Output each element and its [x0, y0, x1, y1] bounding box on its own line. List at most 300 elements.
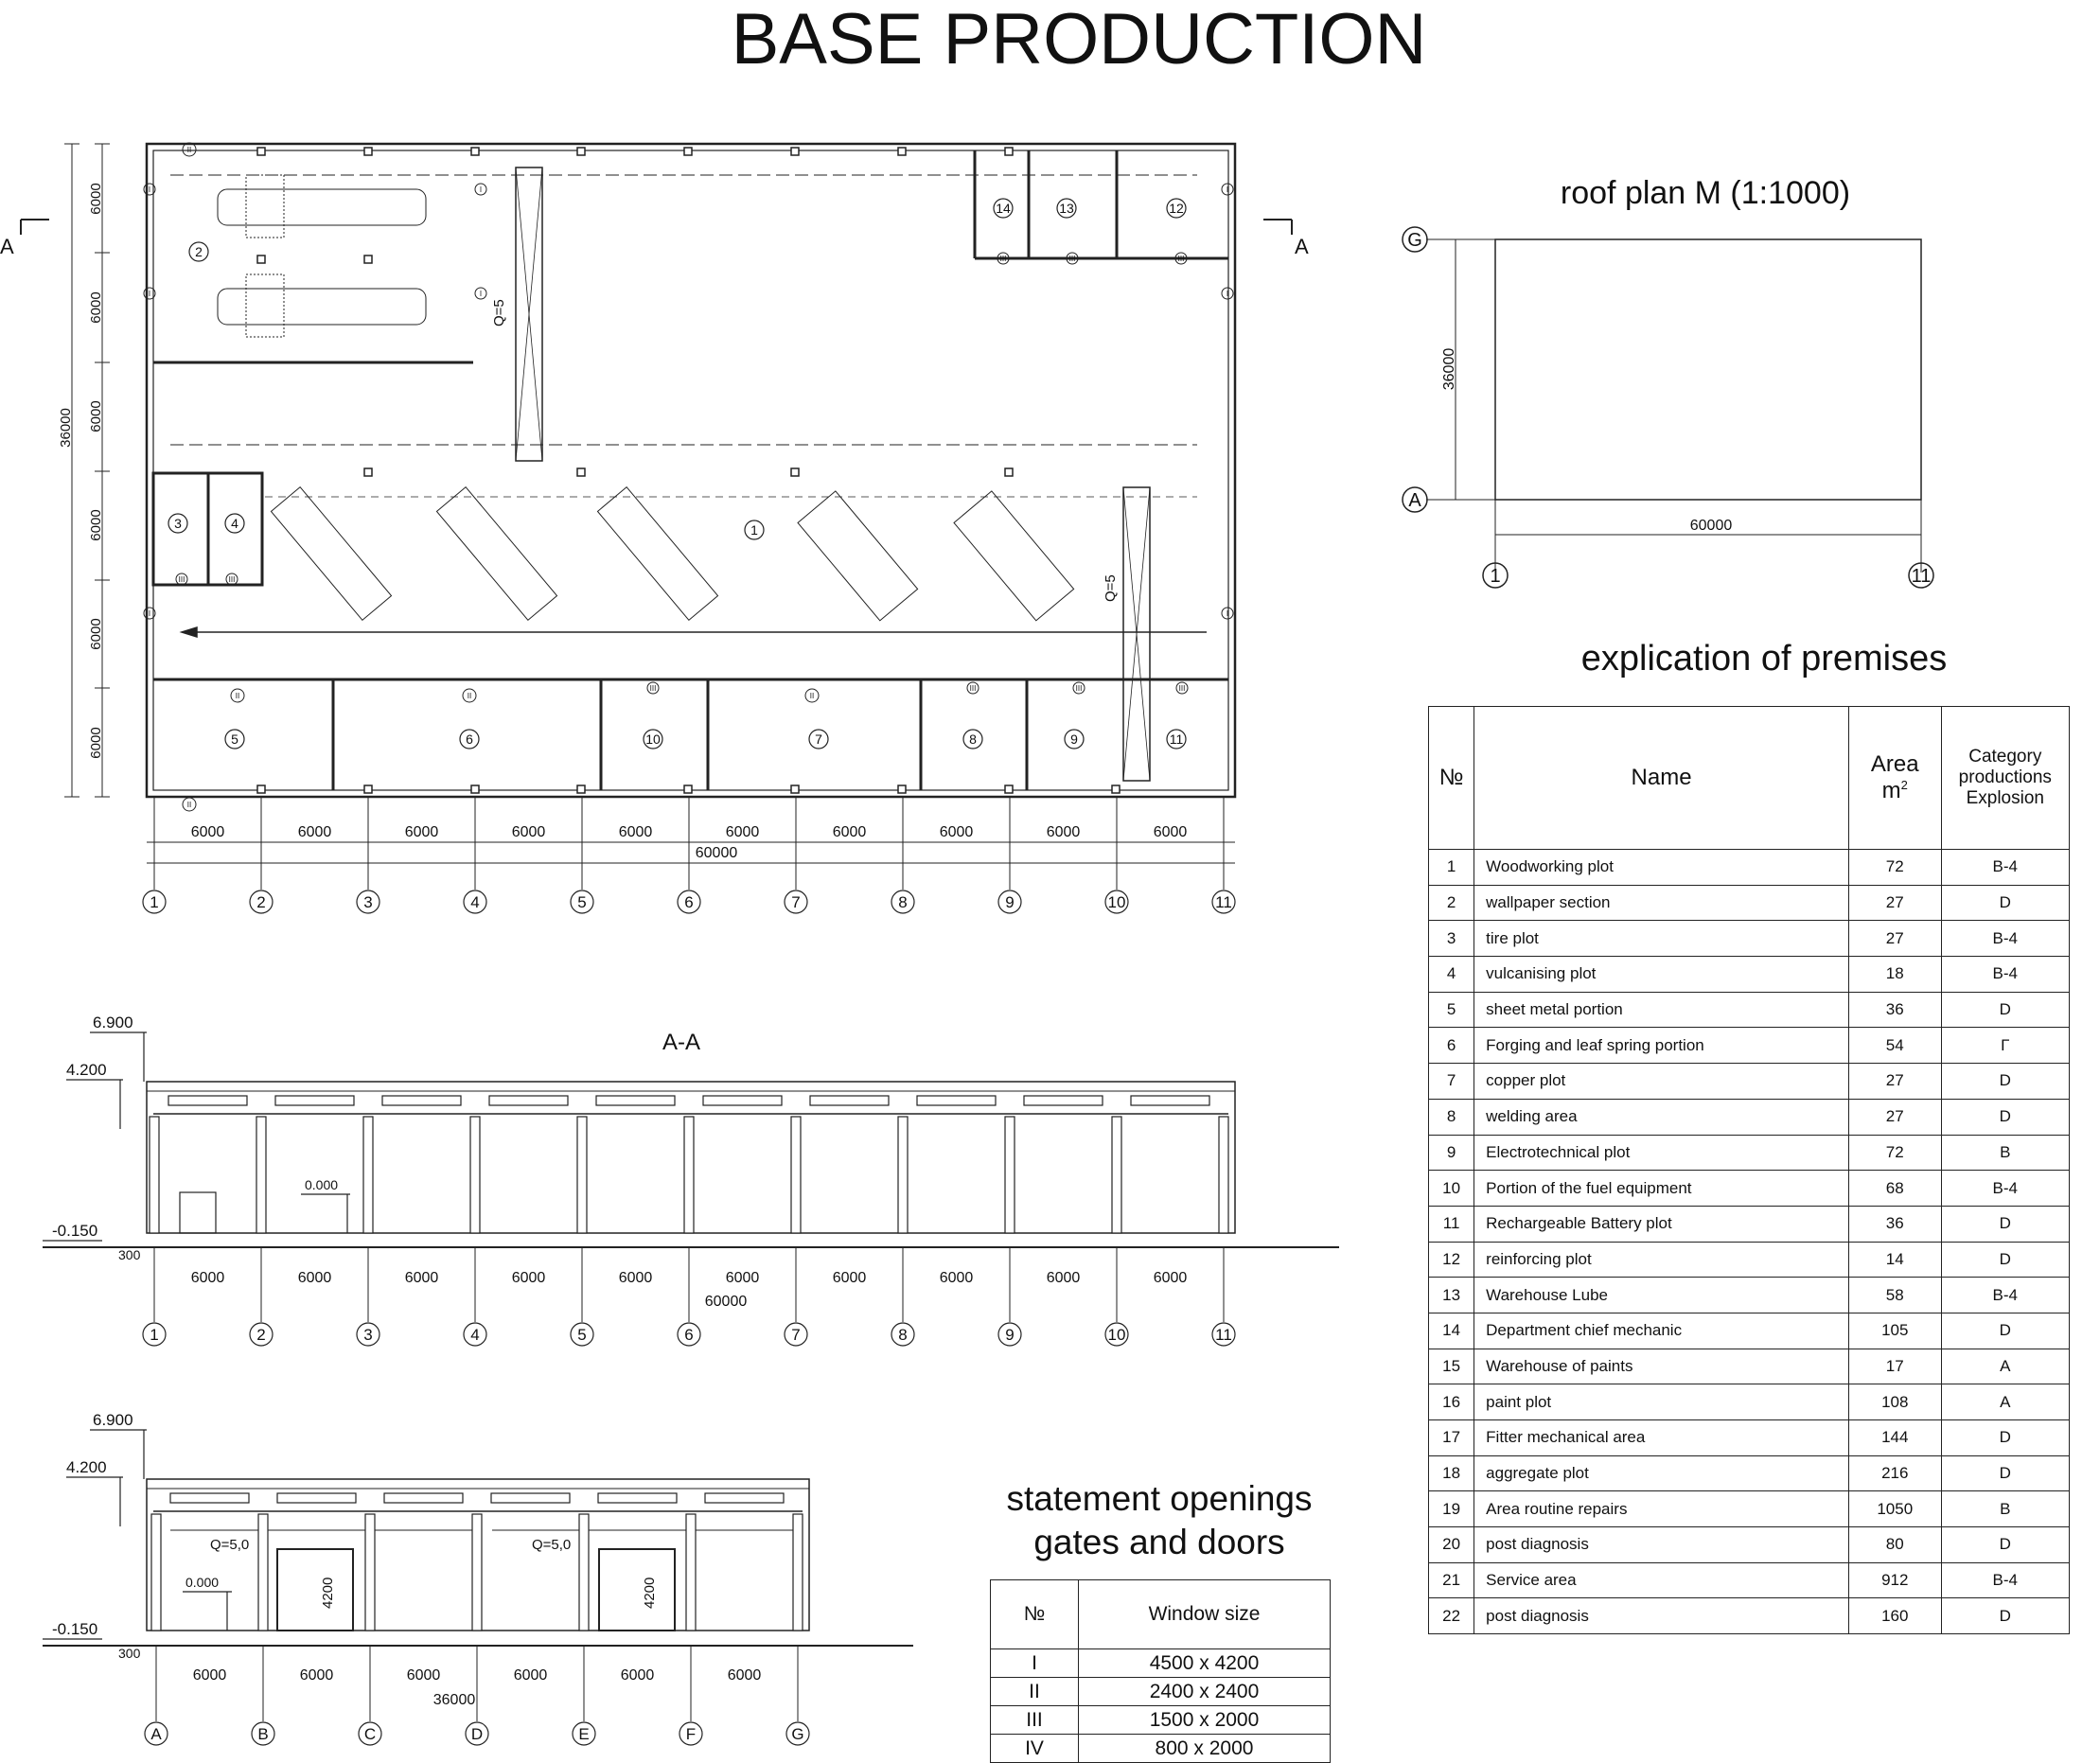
- cell-no: 18: [1429, 1455, 1474, 1491]
- dim-total: 60000: [704, 1294, 748, 1310]
- elevation-label: 4.200: [66, 1061, 107, 1079]
- cell-name: Warehouse of paints: [1474, 1349, 1849, 1384]
- column: [577, 1117, 587, 1233]
- dim-label: 6000: [404, 824, 439, 840]
- table-row: [1429, 1527, 2070, 1563]
- section-columns: [150, 1096, 1228, 1233]
- skylight: [598, 1493, 677, 1503]
- column: [684, 1117, 694, 1233]
- skylight: [170, 1493, 249, 1503]
- cell-category: A: [1941, 1384, 2069, 1420]
- section-mark: [21, 220, 1292, 235]
- cell-category: D: [1941, 1099, 2069, 1135]
- door-mark: II: [186, 146, 192, 154]
- section-letter: A: [0, 235, 14, 258]
- cell-name: copper plot: [1474, 1064, 1849, 1100]
- column: [365, 1514, 375, 1631]
- axis-label: 11: [1911, 566, 1932, 587]
- axis-label: 10: [1107, 893, 1126, 911]
- door-mark: I: [1226, 185, 1229, 194]
- table-row: [991, 1678, 1331, 1706]
- cell-category: B-4: [1941, 850, 2069, 886]
- cell-name: Fitter mechanical area: [1474, 1420, 1849, 1456]
- cell-name: Rechargeable Battery plot: [1474, 1206, 1849, 1242]
- cell-name: reinforcing plot: [1474, 1242, 1849, 1278]
- skylight: [705, 1493, 784, 1503]
- arrow-head: [182, 627, 197, 637]
- door-mark: I: [148, 609, 151, 618]
- category-line: Explosion: [1966, 788, 2044, 808]
- plan-outer-wall: [147, 144, 1235, 797]
- skylight: [596, 1096, 675, 1105]
- axis-label: 5: [577, 893, 587, 911]
- cell-area: 18: [1848, 957, 1941, 993]
- table-row: [1429, 957, 2070, 993]
- column-markers: [257, 148, 1120, 793]
- cell-category: D: [1941, 1598, 2069, 1634]
- axis-label: A: [1408, 490, 1421, 511]
- cell-no: 6: [1429, 1028, 1474, 1064]
- cell-no: 15: [1429, 1349, 1474, 1384]
- crane-label: Q=5,0: [210, 1537, 250, 1553]
- dim-label: 6000: [88, 183, 104, 215]
- door-mark: III: [178, 575, 185, 584]
- dim-total: 60000: [695, 845, 738, 861]
- dim-label: 36000: [58, 408, 74, 448]
- cell-category: D: [1941, 1064, 2069, 1100]
- door-mark: I: [1226, 609, 1229, 618]
- column: [1005, 1117, 1015, 1233]
- cell-name: Area routine repairs: [1474, 1491, 1849, 1527]
- column: [470, 1117, 480, 1233]
- dim-label: 6000: [939, 1270, 974, 1286]
- service-vehicles: [271, 487, 1073, 621]
- axis-label: C: [363, 1725, 377, 1743]
- col-header-size: Window size: [1079, 1580, 1331, 1649]
- skylight: [277, 1493, 356, 1503]
- cell-category: A: [1941, 1349, 2069, 1384]
- dim-label: 6000: [88, 291, 104, 324]
- door-mark: III: [1177, 255, 1185, 263]
- room-label: 5: [231, 732, 238, 747]
- door-mark: II: [809, 692, 815, 700]
- axis-label: 2: [256, 1326, 266, 1344]
- room-label: 1: [750, 522, 758, 538]
- dim-label: 60000: [1689, 518, 1733, 534]
- cell-no: 1: [1429, 850, 1474, 886]
- dim-label: 4200: [320, 1577, 336, 1609]
- axis-label: B: [257, 1725, 269, 1743]
- cell-no: 13: [1429, 1278, 1474, 1313]
- plan-bottom-dims: [147, 842, 1235, 863]
- elevation-label: -0.150: [52, 1222, 98, 1240]
- axis-label: 9: [1005, 893, 1015, 911]
- axis-label: 8: [898, 893, 908, 911]
- skylight: [810, 1096, 889, 1105]
- cell-no: 20: [1429, 1527, 1474, 1563]
- axis-label: 6: [684, 893, 694, 911]
- dim-label: 6000: [88, 727, 104, 759]
- cell-category: B: [1941, 1491, 2069, 1527]
- page-title: BASE PRODUCTION: [731, 0, 1427, 79]
- room-label: 8: [969, 732, 977, 747]
- cell-category: D: [1941, 885, 2069, 921]
- openings-table: [990, 1579, 1331, 1763]
- cell-area: 27: [1848, 885, 1941, 921]
- cell-area: 108: [1848, 1384, 1941, 1420]
- cell-category: D: [1941, 1455, 2069, 1491]
- cell-category: D: [1941, 1206, 2069, 1242]
- cell-category: B-4: [1941, 1171, 2069, 1207]
- cell-name: post diagnosis: [1474, 1527, 1849, 1563]
- elevation-label: -0.150: [52, 1620, 98, 1638]
- door-mark: I: [148, 185, 151, 194]
- table-row: [1429, 1242, 2070, 1278]
- dim-label: 36000: [1441, 347, 1457, 391]
- cell-area: 80: [1848, 1527, 1941, 1563]
- axis-label: F: [685, 1725, 697, 1743]
- cell-category: D: [1941, 1527, 2069, 1563]
- dim-label: 6000: [297, 1270, 332, 1286]
- cell-name: Department chief mechanic: [1474, 1313, 1849, 1349]
- cell-category: D: [1941, 1242, 2069, 1278]
- axis-label: 7: [791, 1326, 801, 1344]
- category-line: Category: [1968, 747, 2042, 767]
- col-header-category: [1941, 707, 2069, 850]
- dim-label: 6000: [620, 1667, 655, 1684]
- area-label: Area: [1870, 751, 1919, 777]
- cell-area: 160: [1848, 1598, 1941, 1634]
- table-row: [991, 1649, 1331, 1678]
- column: [363, 1117, 373, 1233]
- room-label: 12: [1169, 201, 1184, 216]
- room-label: 4: [231, 516, 238, 531]
- cell-area: 36: [1848, 992, 1941, 1028]
- dim-label: 6000: [88, 400, 104, 432]
- axis-label: E: [578, 1725, 590, 1743]
- column: [1112, 1117, 1121, 1233]
- dim-label: 6000: [725, 1270, 760, 1286]
- section-columns: [151, 1493, 803, 1631]
- cell-name: paint plot: [1474, 1384, 1849, 1420]
- cell-category: D: [1941, 992, 2069, 1028]
- column: [791, 1117, 801, 1233]
- cell-no: 21: [1429, 1562, 1474, 1598]
- door-mark: III: [1068, 255, 1076, 263]
- axis-label: 11: [1215, 1326, 1232, 1344]
- dim-label: 300: [118, 1646, 141, 1661]
- cell-size: 1500 x 2000: [1079, 1706, 1331, 1735]
- openings-title-line2: gates and doors: [1033, 1523, 1285, 1561]
- elevation-label: 0.000: [305, 1177, 339, 1192]
- col-header-no: №: [991, 1580, 1079, 1649]
- table-row: [1429, 1491, 2070, 1527]
- dim-label: 6000: [1046, 824, 1081, 840]
- col-header-name: Name: [1474, 707, 1849, 850]
- column: [898, 1117, 908, 1233]
- room-label: 14: [996, 201, 1011, 216]
- axis-label: 2: [256, 893, 266, 911]
- column: [256, 1117, 266, 1233]
- crane-label: Q=5: [491, 299, 507, 326]
- door-mark: II: [186, 801, 192, 809]
- column: [472, 1514, 482, 1631]
- dim-label: 6000: [404, 1270, 439, 1286]
- cell-no: 7: [1429, 1064, 1474, 1100]
- table-row: [1429, 1562, 2070, 1598]
- cell-area: 72: [1848, 1135, 1941, 1171]
- table-row: [1429, 1206, 2070, 1242]
- gate-opening: [599, 1549, 675, 1631]
- plan-left-dims: [64, 144, 110, 797]
- cell-no: II: [991, 1678, 1079, 1706]
- cell-name: Electrotechnical plot: [1474, 1135, 1849, 1171]
- axis-label: 11: [1215, 893, 1232, 911]
- dim-label: 6000: [618, 824, 653, 840]
- axis-label: 4: [470, 893, 480, 911]
- dim-label: 6000: [1153, 1270, 1188, 1286]
- cell-no: I: [991, 1649, 1079, 1678]
- roof-plan-title: roof plan M (1:1000): [1560, 175, 1851, 211]
- dim-label: 4200: [642, 1577, 658, 1609]
- door-mark: III: [1075, 684, 1083, 693]
- dim-label: 6000: [618, 1270, 653, 1286]
- axis-label: 6: [684, 1326, 694, 1344]
- cell-no: IV: [991, 1735, 1079, 1763]
- cell-category: B-4: [1941, 1562, 2069, 1598]
- table-row: [1429, 1420, 2070, 1456]
- door-marks: [144, 143, 1233, 811]
- section-letter: A: [1295, 235, 1309, 258]
- column: [686, 1514, 696, 1631]
- table-row: [1429, 1171, 2070, 1207]
- dim-label: 6000: [192, 1667, 227, 1684]
- table-row: [1429, 1313, 2070, 1349]
- area-unit: m: [1881, 778, 1901, 803]
- cell-no: 4: [1429, 957, 1474, 993]
- skylight: [1131, 1096, 1209, 1105]
- axis-label: 7: [791, 893, 801, 911]
- dim-label: 6000: [1153, 824, 1188, 840]
- room-label: 9: [1070, 732, 1078, 747]
- axis-label: 3: [363, 893, 373, 911]
- table-row: [991, 1706, 1331, 1735]
- cell-size: 2400 x 2400: [1079, 1678, 1331, 1706]
- dim-label: 6000: [511, 824, 546, 840]
- axis-label: 5: [577, 1326, 587, 1344]
- column: [151, 1514, 161, 1631]
- room-label: 13: [1059, 201, 1074, 216]
- table-row: [1429, 1064, 2070, 1100]
- cell-category: Г: [1941, 1028, 2069, 1064]
- cell-area: 58: [1848, 1278, 1941, 1313]
- cell-name: vulcanising plot: [1474, 957, 1849, 993]
- column: [579, 1514, 589, 1631]
- axis-label: 1: [1490, 566, 1501, 587]
- dim-total: 36000: [432, 1692, 476, 1708]
- dim-label: 6000: [725, 824, 760, 840]
- axis-label: 9: [1005, 1326, 1015, 1344]
- axis-label: G: [791, 1725, 804, 1743]
- dim-label: 6000: [832, 824, 867, 840]
- table-row: [991, 1735, 1331, 1763]
- cell-area: 216: [1848, 1455, 1941, 1491]
- skylight: [168, 1096, 247, 1105]
- cell-no: 8: [1429, 1099, 1474, 1135]
- table-row: [1429, 921, 2070, 957]
- skylight: [489, 1096, 568, 1105]
- door-mark: I: [479, 185, 483, 194]
- crane-label: Q=5: [1103, 574, 1119, 602]
- cell-category: D: [1941, 1420, 2069, 1456]
- table-row: [1429, 1099, 2070, 1135]
- gate-opening: [277, 1549, 353, 1631]
- axis-label: D: [470, 1725, 484, 1743]
- dim-label: 300: [118, 1247, 141, 1262]
- cell-area: 105: [1848, 1313, 1941, 1349]
- cell-no: 3: [1429, 921, 1474, 957]
- cell-category: B-4: [1941, 957, 2069, 993]
- axis-label: 1: [150, 893, 159, 911]
- column: [258, 1514, 268, 1631]
- plan-room-labels: [168, 199, 1186, 749]
- openings-title-line1: statement openings: [1006, 1479, 1313, 1518]
- cell-no: 22: [1429, 1598, 1474, 1634]
- door-mark: II: [467, 692, 472, 700]
- elevation-label: 6.900: [93, 1014, 133, 1031]
- cell-name: Forging and leaf spring portion: [1474, 1028, 1849, 1064]
- table-row: [1429, 992, 2070, 1028]
- dim-label: 6000: [406, 1667, 441, 1684]
- door-mark: I: [148, 290, 151, 298]
- axis-label: 8: [898, 1326, 908, 1344]
- premises-table: [1428, 706, 2070, 1634]
- col-header-area: [1848, 707, 1941, 850]
- cell-name: Woodworking plot: [1474, 850, 1849, 886]
- elevation-label: 6.900: [93, 1411, 133, 1429]
- cell-name: sheet metal portion: [1474, 992, 1849, 1028]
- cell-area: 36: [1848, 1206, 1941, 1242]
- room-label: 3: [174, 516, 182, 531]
- cell-no: 17: [1429, 1420, 1474, 1456]
- cell-no: 11: [1429, 1206, 1474, 1242]
- plan-inner-wall: [153, 150, 1228, 790]
- cell-area: 1050: [1848, 1491, 1941, 1527]
- category-line: productions: [1958, 767, 2052, 787]
- cell-area: 27: [1848, 1064, 1941, 1100]
- door-mark: III: [649, 684, 657, 693]
- dim-label: 6000: [190, 1270, 225, 1286]
- crane-label: Q=5,0: [532, 1537, 572, 1553]
- room-label: 10: [645, 732, 661, 747]
- cell-name: welding area: [1474, 1099, 1849, 1135]
- room-label: 2: [195, 244, 203, 259]
- axis-label: 3: [363, 1326, 373, 1344]
- cell-area: 14: [1848, 1242, 1941, 1278]
- cell-no: 19: [1429, 1491, 1474, 1527]
- cell-area: 27: [1848, 1099, 1941, 1135]
- column: [793, 1514, 803, 1631]
- cell-category: B: [1941, 1135, 2069, 1171]
- dim-label: 6000: [88, 509, 104, 541]
- cell-no: 12: [1429, 1242, 1474, 1278]
- cell-area: 27: [1848, 921, 1941, 957]
- table-row: [1429, 1384, 2070, 1420]
- cell-name: tire plot: [1474, 921, 1849, 957]
- door-mark: II: [235, 692, 240, 700]
- room-label: 11: [1169, 732, 1184, 747]
- cell-no: 9: [1429, 1135, 1474, 1171]
- column: [1219, 1117, 1228, 1233]
- axis-label: 4: [470, 1326, 480, 1344]
- skylight: [384, 1493, 463, 1503]
- cell-area: 54: [1848, 1028, 1941, 1064]
- floor-plan: [147, 144, 1235, 797]
- cell-area: 17: [1848, 1349, 1941, 1384]
- cell-area: 68: [1848, 1171, 1941, 1207]
- cell-no: 2: [1429, 885, 1474, 921]
- skylight: [703, 1096, 782, 1105]
- cell-area: 912: [1848, 1562, 1941, 1598]
- cell-size: 4500 x 4200: [1079, 1649, 1331, 1678]
- premises-title: explication of premises: [1580, 639, 1948, 679]
- dim-label: 6000: [297, 824, 332, 840]
- dim-label: 6000: [939, 824, 974, 840]
- cell-category: D: [1941, 1313, 2069, 1349]
- cell-no: 10: [1429, 1171, 1474, 1207]
- door-mark: III: [228, 575, 236, 584]
- cell-name: Warehouse Lube: [1474, 1278, 1849, 1313]
- table-row: [1429, 1135, 2070, 1171]
- skylight: [1024, 1096, 1103, 1105]
- cell-no: 16: [1429, 1384, 1474, 1420]
- elevation-label: 0.000: [185, 1575, 220, 1590]
- table-row: [1429, 885, 2070, 921]
- cell-no: 14: [1429, 1313, 1474, 1349]
- cell-category: B-4: [1941, 1278, 2069, 1313]
- door-mark: III: [969, 684, 977, 693]
- dim-label: 6000: [832, 1270, 867, 1286]
- dim-label: 6000: [513, 1667, 548, 1684]
- cell-size: 800 x 2000: [1079, 1735, 1331, 1763]
- table-row: [1429, 1028, 2070, 1064]
- skylight: [491, 1493, 570, 1503]
- cell-name: wallpaper section: [1474, 885, 1849, 921]
- door-mark: I: [1226, 290, 1229, 298]
- cell-no: III: [991, 1706, 1079, 1735]
- cell-name: Portion of the fuel equipment: [1474, 1171, 1849, 1207]
- cell-area: 72: [1848, 850, 1941, 886]
- cell-name: Service area: [1474, 1562, 1849, 1598]
- vehicle-outline: [218, 175, 426, 337]
- dim-label: 6000: [299, 1667, 334, 1684]
- skylight: [917, 1096, 996, 1105]
- table-row: [1429, 1278, 2070, 1313]
- dim-label: 6000: [727, 1667, 762, 1684]
- area-unit-sup: 2: [1900, 778, 1908, 792]
- roof-plan: [1403, 227, 1933, 588]
- axis-label: 10: [1107, 1326, 1126, 1344]
- door-mark: III: [999, 255, 1007, 263]
- axis-label: A: [150, 1725, 162, 1743]
- table-row: [1429, 1349, 2070, 1384]
- dim-label: 6000: [511, 1270, 546, 1286]
- skylight: [275, 1096, 354, 1105]
- dim-label: 6000: [88, 618, 104, 650]
- cell-name: aggregate plot: [1474, 1455, 1849, 1491]
- door-mark: I: [479, 290, 483, 298]
- col-header-no: №: [1429, 707, 1474, 850]
